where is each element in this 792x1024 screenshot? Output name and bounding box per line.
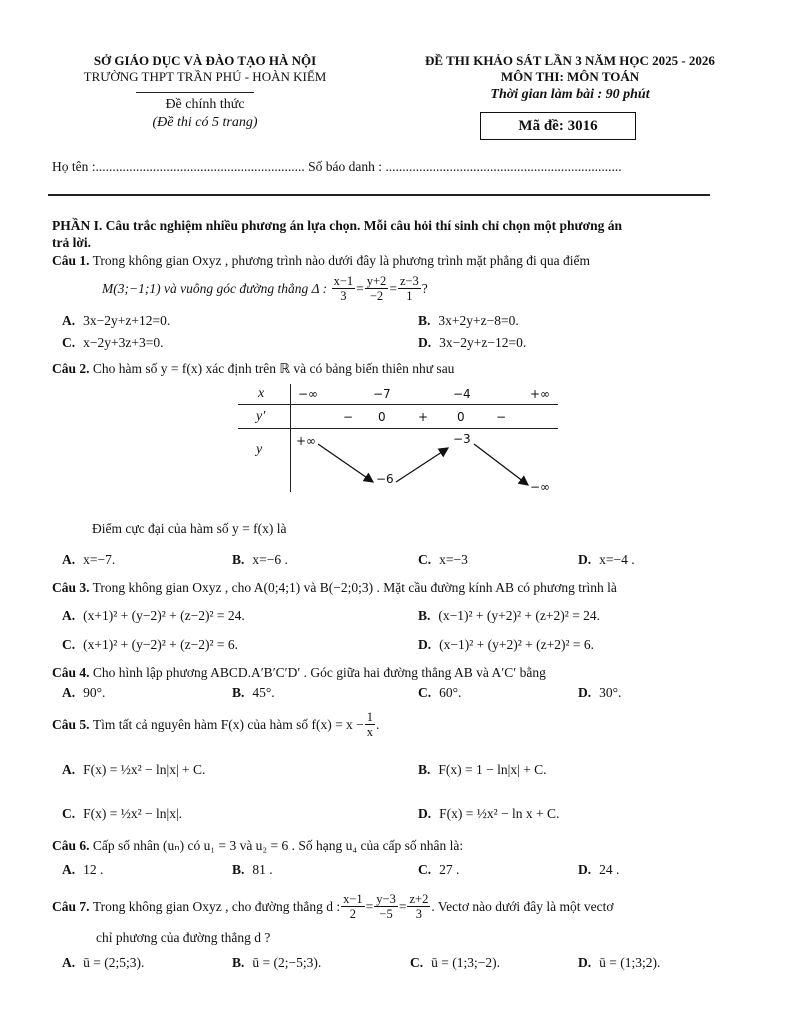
x-row-label: x	[258, 386, 265, 401]
option-a[interactable]: A. (x+1)² + (y−2)² + (z−2)² = 24.	[62, 608, 245, 623]
derivative-zero: 0	[378, 410, 386, 424]
derivative-sign: −	[343, 410, 354, 424]
fraction: $\frac{z+2}{3}$	[409, 892, 429, 921]
name-label: Họ tên :	[52, 159, 96, 174]
id-label: Số báo danh :	[308, 159, 382, 174]
x-value: +∞	[530, 387, 551, 401]
question-label: Câu 7.	[52, 898, 90, 914]
exam-subject: MÔN THI: MÔN TOÁN	[500, 69, 640, 84]
y-value: −6	[376, 472, 394, 486]
part-title-cont: trả lời.	[52, 235, 91, 250]
variation-table	[238, 384, 558, 494]
yp-row-label: y′	[256, 409, 266, 424]
option-b[interactable]: B. F(x) = 1 − ln|x| + C.	[418, 762, 547, 777]
question-3	[52, 579, 617, 597]
option-b[interactable]: B. 45°.	[232, 685, 275, 700]
question-1	[52, 252, 590, 270]
option-a[interactable]: A. F(x) = ½x² − ln|x| + C.	[62, 762, 206, 777]
question-label: Câu 5.	[52, 716, 90, 732]
question-label: Câu 3.	[52, 580, 90, 595]
fraction: $\frac{x-1}{2}$	[343, 892, 363, 921]
name-field[interactable]: ..............................................................	[95, 159, 305, 174]
question-text: M(3;−1;1) và vuông góc đường thẳng Δ :	[102, 280, 328, 296]
department-name: SỞ GIÁO DỤC VÀ ĐÀO TẠO HÀ NỘI	[93, 53, 317, 68]
derivative-sign: +	[418, 410, 429, 424]
fraction: $\frac{y-3}{-5}$	[376, 892, 396, 921]
option-c[interactable]: C. 60°.	[418, 685, 462, 700]
page-count: (Đề thi có 5 trang)	[152, 115, 258, 130]
question-text: Cho hình lập phương ABCD.A′B′C′D′ . Góc giữa hai đường thẳng AB và A′C′ bằng	[92, 665, 546, 680]
option-b[interactable]: B. 81 .	[232, 862, 273, 877]
question-5: Câu 5. Tìm tất cả nguyên hàm F(x) của hàm số f(x) = x − $\frac{1}{x}$ .	[52, 710, 380, 739]
question-6	[52, 837, 463, 855]
question-4	[52, 664, 546, 682]
option-b[interactable]: B. x=−6 .	[232, 552, 288, 567]
option-c[interactable]: C. ū = (1;3;−2).	[410, 955, 500, 970]
option-c[interactable]: C. x−2y+3z+3=0.	[62, 335, 164, 350]
option-c[interactable]: C. F(x) = ½x² − ln|x|.	[62, 806, 183, 821]
option-d[interactable]: D. ū = (1;3;2).	[578, 955, 661, 970]
option-d[interactable]: D. x=−4 .	[578, 552, 635, 567]
question-1-line2: M(3;−1;1) và vuông góc đường thẳng Δ : $\frac{x-1}{3}$ = $\frac{y+2}{-2}$ = $\frac{z-3}{1}$ ?	[102, 274, 428, 303]
option-d[interactable]: D. 30°.	[578, 685, 622, 700]
derivative-zero: 0	[457, 410, 465, 424]
option-c[interactable]: C. (x+1)² + (y−2)² + (z−2)² = 6.	[62, 637, 239, 652]
increasing-arrow	[396, 448, 448, 482]
question-label: Câu 4.	[52, 665, 90, 680]
part-title: PHẦN I. Câu trắc nghiệm nhiều phương án lựa chọn. Mỗi câu hỏi thí sinh chỉ chọn một phương án	[52, 218, 622, 233]
student-info-line	[52, 158, 622, 176]
x-value: −∞	[298, 387, 319, 401]
option-a[interactable]: A. x=−7.	[62, 552, 116, 567]
x-value: −4	[453, 387, 471, 401]
question-2-prompt: Điểm cực đại của hàm số y = f(x) là	[92, 521, 287, 536]
question-7-line2: chỉ phương của đường thẳng d ?	[96, 930, 271, 945]
decreasing-arrow	[318, 444, 373, 482]
option-d[interactable]: D. 24 .	[578, 862, 620, 877]
question-label: Câu 1.	[52, 253, 90, 268]
y-value: −3	[453, 432, 471, 446]
option-c[interactable]: C. x=−3	[418, 552, 468, 567]
question-2	[52, 360, 454, 378]
option-a[interactable]: A. 12 .	[62, 862, 104, 877]
question-text: Trong không gian Oxyz , phương trình nào dưới đây là phương trình mặt phẳng đi qua điểm	[92, 253, 590, 268]
option-d[interactable]: D. (x−1)² + (y+2)² + (z+2)² = 6.	[418, 637, 595, 652]
option-a[interactable]: A. ū = (2;5;3).	[62, 955, 145, 970]
y-row-label: y	[256, 442, 263, 457]
section-divider	[48, 194, 710, 196]
question-label: Câu 6.	[52, 838, 90, 853]
x-value: −7	[373, 387, 391, 401]
question-text: Tìm tất cả nguyên hàm F(x) của hàm số f(x) = x −	[92, 716, 364, 732]
header-divider	[136, 92, 254, 93]
question-text: Trong không gian Oxyz , cho A(0;4;1) và B(−2;0;3) . Mặt cầu đường kính AB có phương trình là	[92, 580, 617, 595]
exam-time: Thời gian làm bài : 90 phút	[490, 87, 650, 102]
fraction: $\frac{y+2}{-2}$	[366, 274, 387, 303]
question-text: Cấp số nhân (uₙ) có u₁ = 3 và u₂ = 6 . Số hạng u₄ của cấp số nhân là:	[92, 838, 464, 853]
option-a[interactable]: A. 90°.	[62, 685, 106, 700]
option-c[interactable]: C. 27 .	[418, 862, 460, 877]
fraction: $\frac{1}{x}$	[366, 710, 374, 739]
fraction: $\frac{x-1}{3}$	[333, 274, 354, 303]
option-b[interactable]: B. ū = (2;−5;3).	[232, 955, 322, 970]
option-d[interactable]: D. F(x) = ½x² − ln x + C.	[418, 806, 560, 821]
y-value: +∞	[296, 434, 317, 448]
option-b[interactable]: B. (x−1)² + (y+2)² + (z+2)² = 24.	[418, 608, 601, 623]
id-field[interactable]: ......................................................................	[385, 159, 622, 174]
question-text: Cho hàm số y = f(x) xác định trên ℝ và có bảng biến thiên như sau	[92, 361, 455, 376]
variation-arrows	[238, 384, 558, 494]
exam-code-box: Mã đề: 3016	[480, 112, 636, 140]
decreasing-arrow	[474, 444, 528, 485]
option-a[interactable]: A. 3x−2y+z+12=0.	[62, 313, 171, 328]
fraction: $\frac{z-3}{1}$	[399, 274, 419, 303]
derivative-sign: −	[496, 410, 507, 424]
question-text: Trong không gian Oxyz , cho đường thẳng d :	[92, 898, 341, 914]
question-label: Câu 2.	[52, 361, 90, 376]
exam-title: ĐỀ THI KHẢO SÁT LẦN 3 NĂM HỌC 2025 - 2026	[425, 53, 715, 68]
school-name: TRƯỜNG THPT TRẦN PHÚ - HOÀN KIẾM	[83, 69, 327, 84]
official-label: Đề chính thức	[165, 97, 245, 112]
option-b[interactable]: B. 3x+2y+z−8=0.	[418, 313, 519, 328]
option-d[interactable]: D. 3x−2y+z−12=0.	[418, 335, 527, 350]
question-7: Câu 7. Trong không gian Oxyz , cho đường thẳng d : $\frac{x-1}{2}$ = $\frac{y-3}{-5}$ = $\frac{z+2}{3}$ . Vectơ nào dưới đây là một vectơ	[52, 892, 614, 921]
y-value: −∞	[530, 480, 551, 494]
